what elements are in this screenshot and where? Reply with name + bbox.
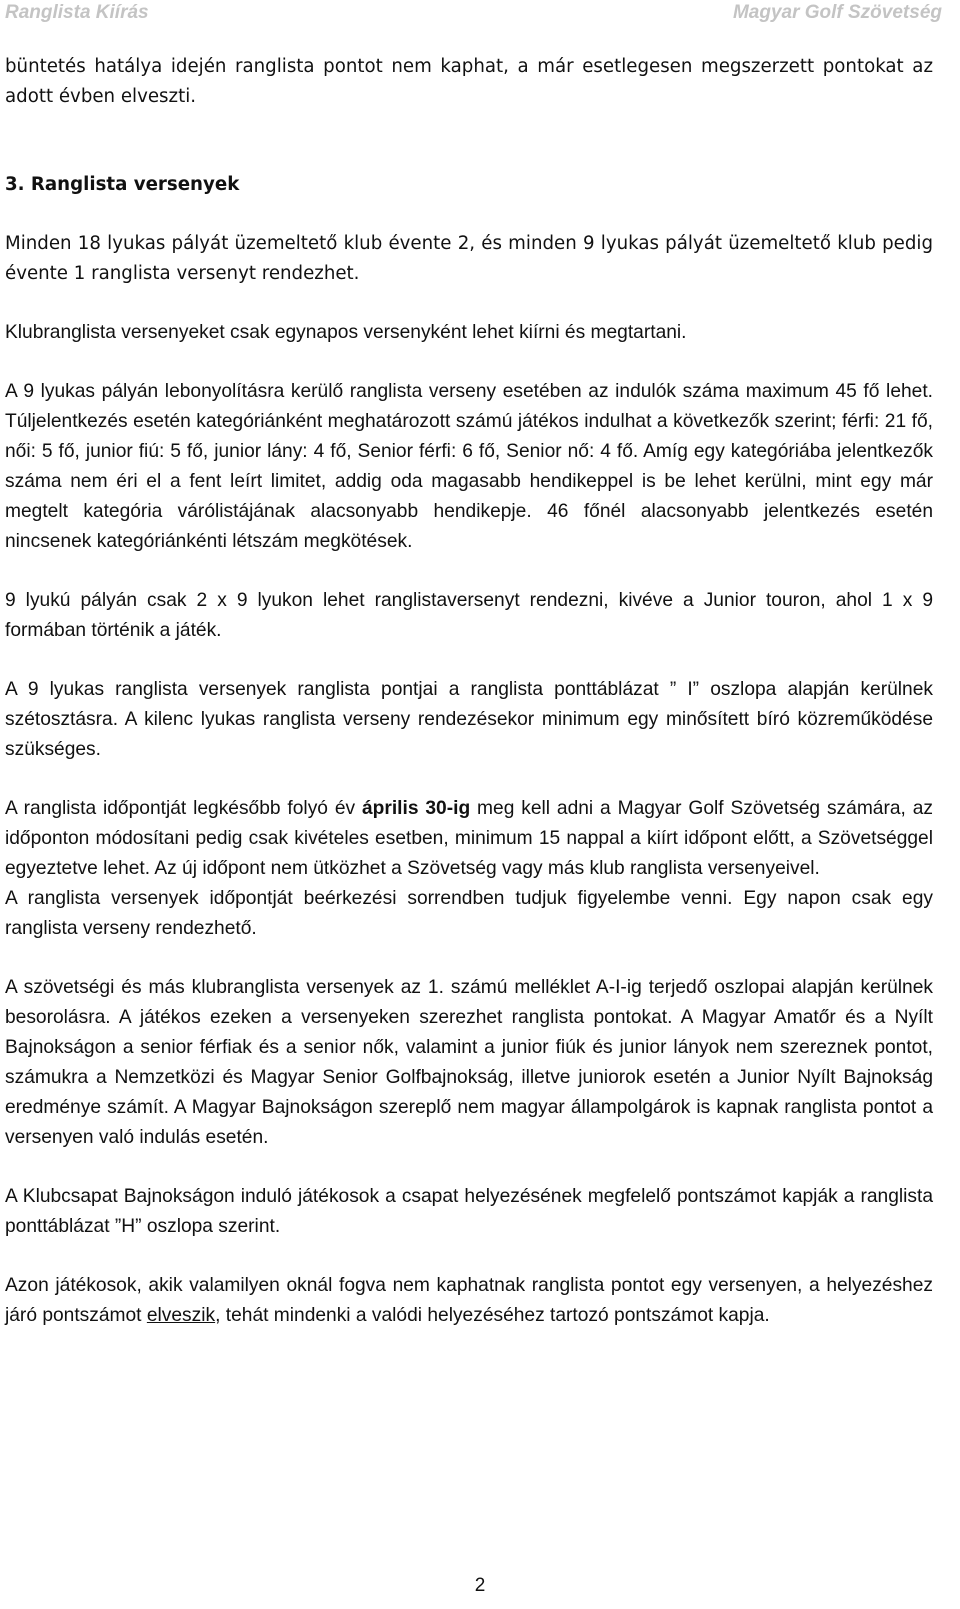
page-number: 2 <box>474 1575 486 1596</box>
paragraph-6-part-1: A ranglista időpontját legkésőbb folyó év <box>5 798 362 819</box>
paragraph-9: A Klubcsapat Bajnokságon induló játékosok a csapat helyezésének megfelelő pontszámot kapják a ranglista ponttáblázat ”H” oszlopa szerint. <box>5 1186 933 1237</box>
paragraph-4: 9 lyukú pályán csak 2 x 9 lyukon lehet ranglistaversenyt rendezni, kivéve a Junior touron, ahol 1 x 9 formában történik a játék. <box>5 590 933 641</box>
header-organization: Magyar Golf Szövetség <box>732 2 942 23</box>
paragraph-7: A ranglista versenyek időpontját beérkezési sorrendben tudjuk figyelembe venni. Egy napon csak egy ranglista verseny rendezhető. <box>5 888 933 939</box>
paragraph-10 <box>5 1271 933 1331</box>
paragraph-2: Klubranglista versenyeket csak egynapos versenyként lehet kiírni és megtartani. <box>5 322 687 343</box>
paragraph-1: Minden 18 lyukas pályát üzemeltető klub évente 2, és minden 9 lyukas pályát üzemeltető klub pedig évente 1 ranglista versenyt rendezhet. <box>5 233 933 284</box>
paragraph-6 <box>5 794 933 884</box>
paragraph-3: A 9 lyukas pályán lebonyolításra kerülő ranglista verseny esetében az indulók száma maximum 45 fő lehet. Túljelentkezés esetén kategóriánként meghatározott számú játékos indulhat a következők szerint; férfi: 21 fő, női: 5 fő, junior fiú: 5 fő, junior lány: 4 fő, Senior férfi: 6 fő, Senior nő: 4 fő. Amíg egy kategóriába jelentkezők száma nem éri el a fent leírt limitet, addig oda magasabb hendikeppel is be lehet kerülni, mint egy már megtelt kategória várólistájának alacsonyabb hendikepje. 46 főnél alacsonyabb jelentkezés esetén nincsenek kategóriánkénti létszám megkötések. <box>5 381 933 552</box>
page-header <box>5 0 942 30</box>
header-document-title: Ranglista Kiírás <box>5 2 149 23</box>
paragraph-10-part-1: Azon játékosok, akik valamilyen oknál fogva nem kaphatnak ranglista pontot egy versenyen, a helyezéshez járó pontszámot <box>5 1275 933 1326</box>
paragraph-6-part-2: meg kell adni a Magyar Golf Szövetség számára, az időponton módosítani pedig csak kivételes esetben, minimum 15 nappal a kiírt időpont előtt, a Szövetséggel egyeztetve lehet. Az új időpont nem ütközhet a Szövetség vagy más klub ranglista versenyeivel. <box>5 798 933 879</box>
paragraph-8: A szövetségi és más klubranglista versenyek az 1. számú melléklet A-I-ig terjedő oszlopai alapján kerülnek besorolásra. A játékos ezeken a versenyeken szerezhet ranglista pontokat. A Magyar Amatőr és a Nyílt Bajnokságon a senior férfiak és a senior nők, valamint a junior fiúk és junior lányok nem szereznek pontot, számukra a Nemzetközi és Magyar Senior Golfbajnokság, illetve juniorok esetén a Junior Nyílt Bajnokság eredménye számít. A Magyar Bajnokságon szereplő nem magyar állampolgárok is kapnak ranglista pontot a versenyen való indulás esetén. <box>5 977 933 1148</box>
paragraph-10-part-2: , tehát mindenki a valódi helyezéséhez tartozó pontszámot kapja. <box>215 1305 770 1326</box>
section-heading: 3. Ranglista versenyek <box>5 174 240 195</box>
paragraph-6-deadline: április 30-ig <box>361 798 471 819</box>
paragraph-intro: büntetés hatálya idején ranglista pontot nem kaphat, a már esetlegesen megszerzett pontokat az adott évben elveszti. <box>5 56 933 107</box>
paragraph-10-underlined: elveszik <box>146 1305 216 1326</box>
document-body <box>5 52 933 1331</box>
paragraph-5: A 9 lyukas ranglista versenyek ranglista pontjai a ranglista ponttáblázat ” I” oszlopa alapján kerülnek szétosztásra. A kilenc lyukas ranglista verseny rendezésekor minimum egy minősített bíró közreműködése szükséges. <box>5 679 933 760</box>
